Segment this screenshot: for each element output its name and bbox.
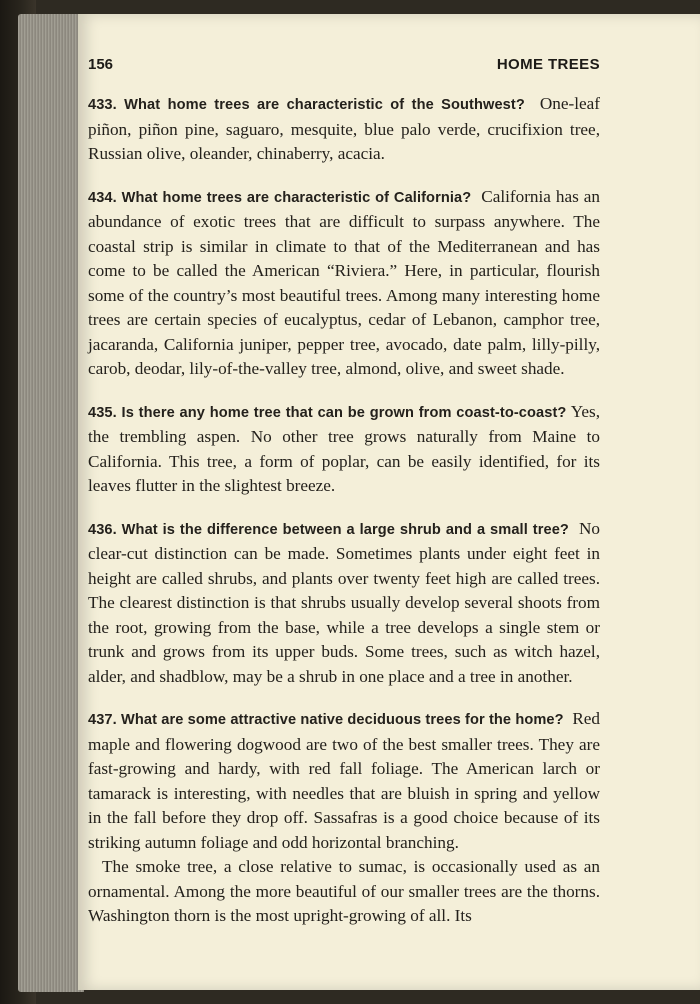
entry-436	[88, 517, 600, 690]
answer-text: Red maple and flowering dogwood are two of the best smaller trees. They are fast-growing and hardy, with red fall foliage. The American larch or tamarack is interesting, with needles that are bluish in spring and yellow in the fall before they drop off. Sassafras is a good choice because of its striking autumn foliage and odd horizontal branching.	[88, 709, 600, 852]
running-title: HOME TREES	[496, 56, 600, 73]
continuation-paragraph: The smoke tree, a close relative to sumac, is occasionally used as an ornamental. Among the more beautiful of our smaller trees are the thorns. Washington thorn is the most upright-growing of all. Its	[88, 857, 600, 925]
entry-433	[88, 92, 600, 167]
page-content	[88, 92, 600, 947]
entry-437	[88, 707, 600, 929]
entry-435	[88, 400, 600, 499]
answer-text: California has an abundance of exotic trees that are difficult to surpass anywhere. The coastal strip is similar in climate to that of the Mediterranean and has come to be called the American “Riviera.” Here, in particular, flourish some of the country’s most beautiful trees. Among many interesting home trees are certain species of eucalyptus, cedar of Lebanon, camphor tree, jacaranda, California juniper, pepper tree, avocado, date palm, lilly-pilly, carob, deodar, lily-of-the-valley tree, almond, olive, and sweet shade.	[88, 186, 601, 378]
entry-434	[88, 185, 600, 382]
answer-text: No clear-cut distinction can be made. Sometimes plants under eight feet in height are called shrubs, and plants over twenty feet high are called trees. The clearest distinction is that shrubs usually develop several shoots from the root, growing from the base, while a tree develops a single stem or trunk and grows from its upper buds. Some trees, such as witch hazel, alder, and shadblow, may be a shrub in one place and a tree in another.	[88, 518, 600, 686]
answer-text: Yes, the trembling aspen. No other tree grows naturally from Maine to California. This tree, a form of poplar, can be easily identified, for its leaves flutter in the slightest breeze.	[88, 401, 600, 495]
page-number: 156	[88, 56, 114, 73]
entry-paragraph	[88, 400, 600, 499]
entry-paragraph	[88, 185, 600, 382]
question-heading: 435. Is there any home tree that can be grown from coast-to-coast?	[88, 404, 567, 421]
running-head	[88, 56, 600, 78]
entry-paragraph	[88, 707, 600, 855]
question-heading: 436. What is the difference between a large shrub and a small tree?	[88, 521, 569, 538]
entry-paragraph	[88, 92, 600, 167]
entry-paragraph	[88, 517, 600, 690]
question-heading: 433. What home trees are characteristic of the Southwest?	[88, 97, 525, 113]
answer-text: One-leaf piñon, piñon pine, saguaro, mesquite, blue palo verde, crucifixion tree, Russian olive, oleander, chinaberry, acacia.	[88, 94, 600, 163]
page-stack-edge	[18, 14, 84, 992]
question-heading: 437. What are some attractive native deciduous trees for the home?	[88, 712, 564, 728]
question-heading: 434. What home trees are characteristic of California?	[88, 189, 472, 206]
